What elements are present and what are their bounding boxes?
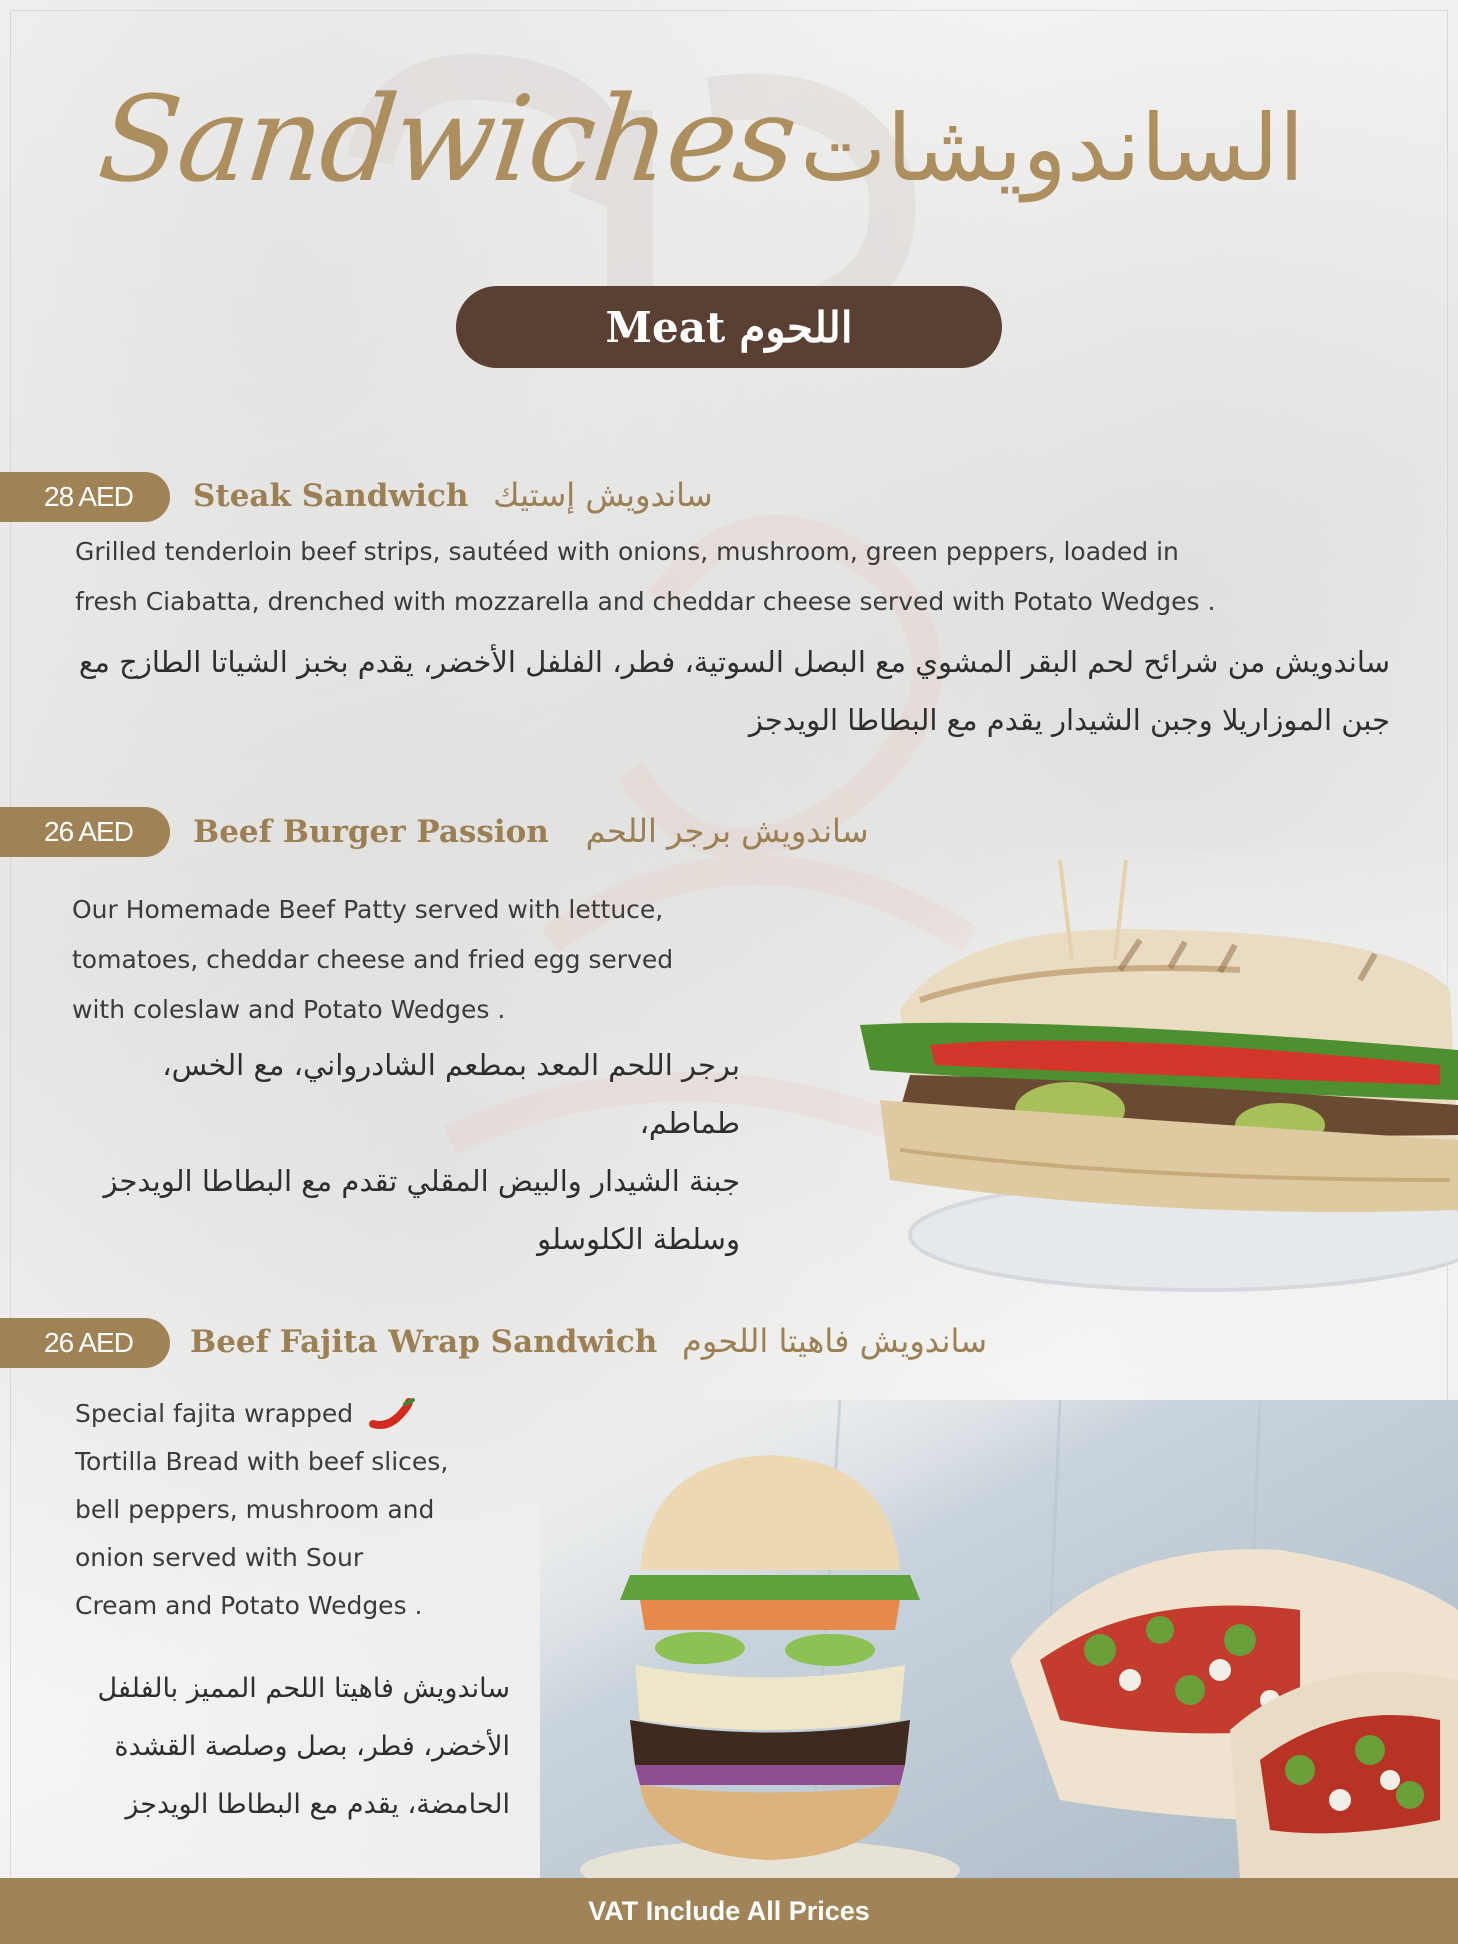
description-line: Cream and Potato Wedges .: [75, 1591, 423, 1620]
item-description-english: [75, 1390, 545, 1630]
description-line: جبنة الشيدار والبيض المقلي تقدم مع البطاطا الويدجز: [103, 1164, 740, 1198]
description-line: bell peppers, mushroom and: [75, 1495, 435, 1524]
description-line: onion served with Sour: [75, 1543, 364, 1572]
item-description-english: [72, 885, 762, 1035]
price-tag: 26 AED: [0, 1318, 170, 1368]
price-tag: 26 AED: [0, 807, 170, 857]
description-line: with coleslaw and Potato Wedges .: [72, 995, 506, 1024]
panini-sandwich-image: [840, 850, 1458, 1310]
category-label-english: Meat: [605, 302, 726, 352]
chili-pepper-icon: [369, 1398, 415, 1432]
description-line: [75, 1390, 545, 1438]
item-description-arabic: [40, 1660, 510, 1834]
description-line: الحامضة، يقدم مع البطاطا الويدجز: [125, 1789, 510, 1820]
category-pill: [456, 286, 1002, 368]
burger-and-wrap-image: [540, 1400, 1458, 1878]
item-name-arabic: ساندويش إستيك: [493, 476, 713, 514]
item-name-english: Steak Sandwich: [193, 478, 469, 514]
item-name-english: Beef Burger Passion: [193, 814, 549, 850]
item-title: [193, 812, 869, 850]
description-line: برجر اللحم المعد بمطعم الشادرواني، مع الخس، طماطم،: [162, 1048, 740, 1140]
vat-note: VAT Include All Prices: [588, 1895, 870, 1926]
item-name-arabic: ساندويش فاهيتا اللحوم: [682, 1322, 988, 1360]
item-name-english: Beef Fajita Wrap Sandwich: [190, 1324, 658, 1360]
description-line: جبن الموزاريلا وجبن الشيدار يقدم مع البطاطا الويدجز: [748, 703, 1390, 737]
item-title: [190, 1322, 987, 1360]
description-line: fresh Ciabatta, drenched with mozzarella and cheddar cheese served with Potato Wedges .: [75, 587, 1216, 616]
item-name-arabic: ساندويش برجر اللحم: [585, 812, 869, 850]
page-title-english: Sandwiches: [92, 70, 802, 208]
category-label-arabic: اللحوم: [739, 302, 853, 352]
description-line: Tortilla Bread with beef slices,: [75, 1447, 449, 1476]
page-title-arabic: الساندويشات: [800, 95, 1305, 202]
item-description-arabic: [60, 633, 1390, 749]
price-tag: 28 AED: [0, 472, 170, 522]
item-title: [193, 476, 713, 514]
description-line: ساندويش من شرائح لحم البقر المشوي مع البصل السوتية، فطر، الفلفل الأخضر، يقدم بخبز الشياتا الطازج مع: [78, 645, 1390, 679]
item-description-arabic: [60, 1036, 740, 1268]
item-description-english: [75, 527, 1405, 627]
description-line: tomatoes, cheddar cheese and fried egg served: [72, 945, 674, 974]
description-line: ساندويش فاهيتا اللحم المميز بالفلفل: [97, 1673, 510, 1704]
description-line: وسلطة الكلوسلو: [537, 1222, 740, 1256]
description-text: Special fajita wrapped: [75, 1399, 354, 1428]
description-line: Grilled tenderloin beef strips, sautéed with onions, mushroom, green peppers, loaded in: [75, 537, 1179, 566]
description-line: الأخضر، فطر، بصل وصلصة القشدة: [114, 1731, 510, 1762]
description-line: Our Homemade Beef Patty served with lettuce,: [72, 895, 664, 924]
footer-bar: [0, 1878, 1458, 1944]
